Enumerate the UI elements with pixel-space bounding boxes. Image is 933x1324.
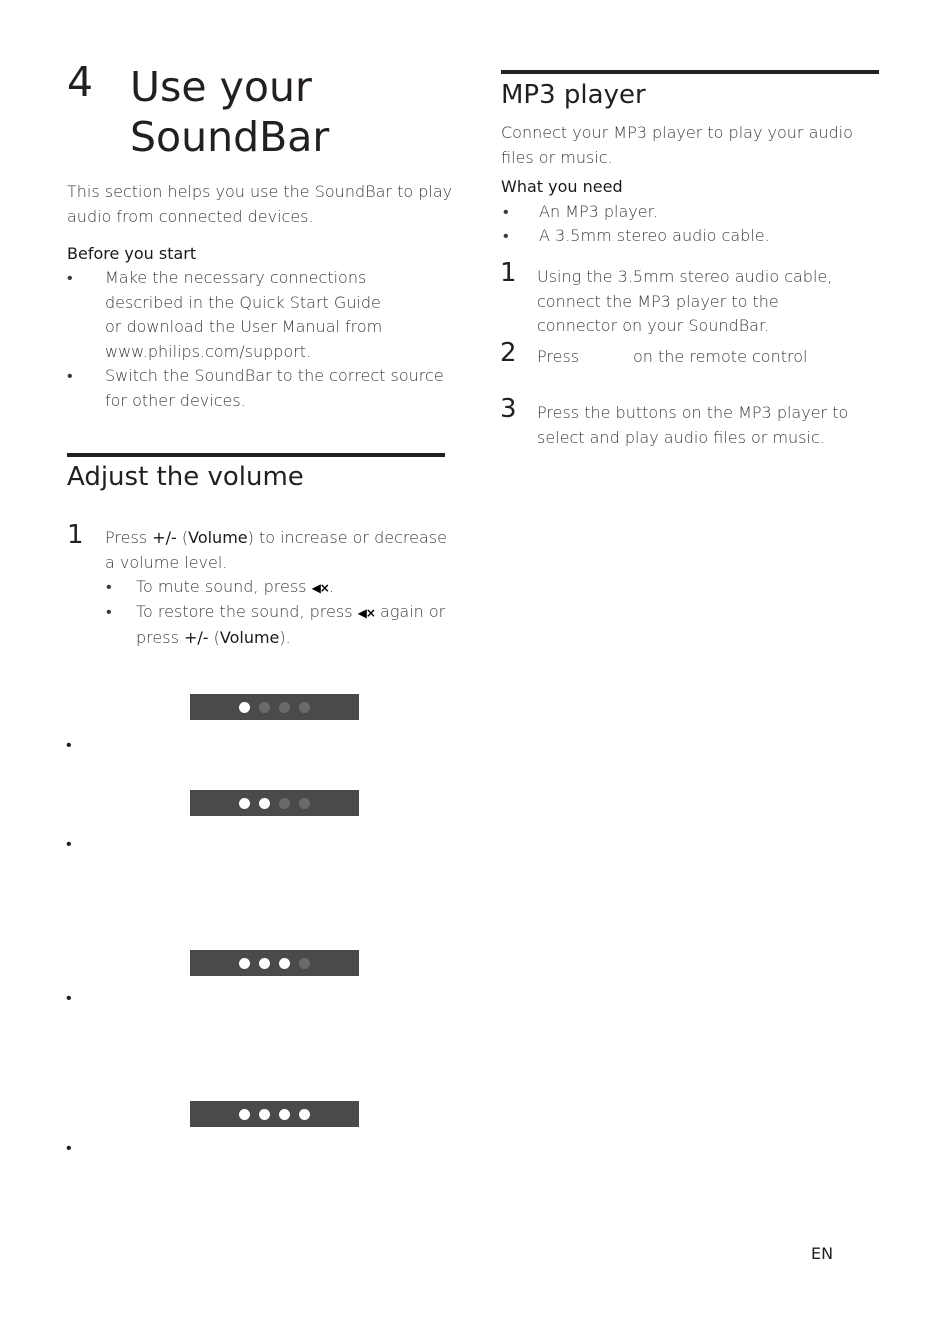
mp3-step1-line: connect the MP3 player to the <box>537 291 779 311</box>
volume-dot-on <box>239 798 250 809</box>
section-rule <box>67 453 445 457</box>
intro-line1: This section helps you use the SoundBar to play <box>67 182 453 201</box>
restore-instruction: To restore the sound, press ◀× again or press +/- (Volume). <box>136 602 446 647</box>
step-number: 2 <box>500 338 517 368</box>
volume-dot-on <box>259 1109 270 1120</box>
mp3-step2-press: Press <box>537 347 580 366</box>
intro-paragraph <box>67 180 452 229</box>
bullet-marker: • <box>106 577 112 596</box>
mute-instruction: To mute sound, press ◀×. <box>136 575 334 601</box>
volume-dot-off <box>299 702 310 713</box>
volume-dot-on <box>259 798 270 809</box>
volume-dot-on <box>239 958 250 969</box>
before-start-heading: Before you start <box>67 244 197 263</box>
volume-level-indicator <box>190 790 359 816</box>
need-item-cable: A 3.5mm stereo audio cable. <box>539 226 770 245</box>
bullet-marker: • <box>66 834 72 853</box>
step-number: 1 <box>67 520 84 550</box>
volume-dot-on <box>239 702 250 713</box>
volume-dot-on <box>299 1109 310 1120</box>
volume-key: +/- <box>152 528 177 547</box>
mute-icon: ◀× <box>311 581 329 595</box>
chapter-number: 4 <box>67 58 94 106</box>
volume-dot-on <box>259 958 270 969</box>
volume-dot-off <box>279 702 290 713</box>
section-rule <box>501 70 879 74</box>
volume-label: Volume <box>219 627 280 647</box>
bullet1-line: Make the necessary connections <box>105 268 367 287</box>
before-start-bullet2 <box>105 364 444 413</box>
need-item-mp3: An MP3 player. <box>539 202 658 221</box>
volume-dot-on <box>279 958 290 969</box>
before-start-bullet1 <box>105 266 382 364</box>
chapter-title-line1: Use your <box>130 63 312 111</box>
bullet-marker: • <box>503 226 509 245</box>
volume-key: +/- <box>183 627 209 647</box>
chapter-title <box>130 62 329 162</box>
what-you-need-heading: What you need <box>501 177 623 196</box>
volume-dot-off <box>299 958 310 969</box>
mp3-step2-remote: on the remote control <box>633 347 808 366</box>
mp3-step3-line: select and play audio files or music. <box>537 427 825 447</box>
volume-label: Volume <box>188 528 248 547</box>
bullet-marker: • <box>106 602 112 621</box>
mp3-step1 <box>537 265 832 339</box>
mp3-intro-line2: files or music. <box>501 147 613 167</box>
volume-dot-on <box>239 1109 250 1120</box>
volume-dot-off <box>259 702 270 713</box>
mp3-title: MP3 player <box>501 80 646 110</box>
bullet-marker: • <box>67 366 73 385</box>
mp3-step1-line: connector on your SoundBar. <box>537 316 770 335</box>
mp3-step3 <box>537 401 848 450</box>
volume-level-indicator <box>190 950 359 976</box>
bullet2-line: for other devices. <box>105 390 246 410</box>
volume-step1-line2: a volume level. <box>105 552 228 572</box>
volume-dot-on <box>279 1109 290 1120</box>
chapter-title-line2: SoundBar <box>130 113 330 161</box>
step-number: 1 <box>500 258 517 288</box>
volume-dot-off <box>279 798 290 809</box>
mp3-intro-line1: Connect your MP3 player to play your audio <box>501 123 853 142</box>
language-label: EN <box>811 1244 834 1263</box>
bullet1-line: or download the User Manual from <box>105 317 383 336</box>
bullet-marker: • <box>66 735 72 754</box>
volume-dot-off <box>299 798 310 809</box>
intro-line2: audio from connected devices. <box>67 206 314 226</box>
mute-icon: ◀× <box>357 606 375 620</box>
bullet-marker: • <box>66 1138 72 1157</box>
mp3-step1-line: Using the 3.5mm stereo audio cable, <box>537 267 833 286</box>
volume-level-indicator <box>190 1101 359 1127</box>
volume-level-indicator <box>190 694 359 720</box>
mp3-step3-line: Press the buttons on the MP3 player to <box>537 403 849 422</box>
step-number: 3 <box>500 394 517 424</box>
support-url: www.philips.com/support. <box>105 341 312 361</box>
bullet-marker: • <box>67 268 73 287</box>
bullet2-line: Switch the SoundBar to the correct source <box>105 366 444 385</box>
adjust-volume-title: Adjust the volume <box>67 462 304 492</box>
bullet-marker: • <box>66 988 72 1007</box>
bullet1-line: described in the Quick Start Guide <box>105 292 381 312</box>
volume-step1 <box>105 526 447 575</box>
mp3-intro <box>501 121 853 170</box>
bullet-marker: • <box>503 202 509 221</box>
volume-step1-line1: Press +/- (Volume) to increase or decrease <box>105 528 447 547</box>
